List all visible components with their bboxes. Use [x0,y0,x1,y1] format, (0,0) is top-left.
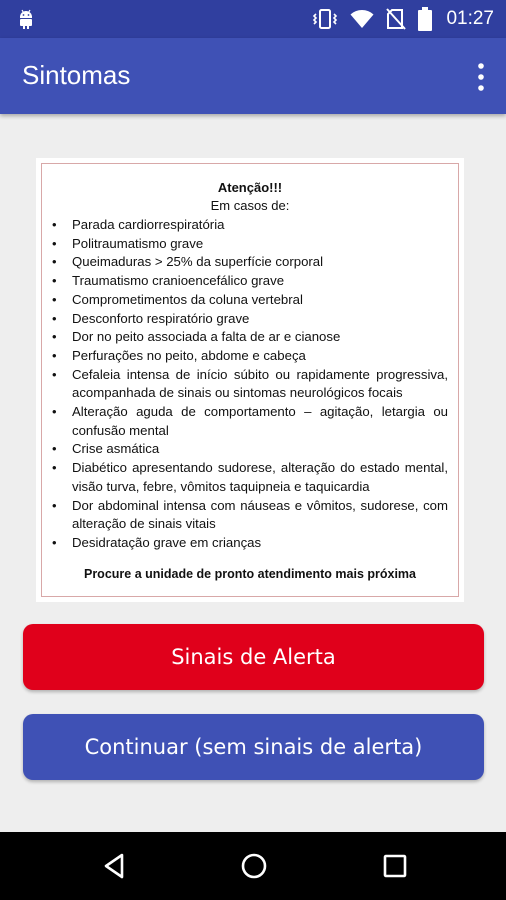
list-item: • Desconforto respiratório grave [52,310,448,329]
list-item: • Traumatismo cranioencefálico grave [52,272,448,291]
no-sim-icon [386,8,406,30]
notice-card [36,158,464,602]
navigation-bar [0,832,506,900]
list-item: • Dor abdominal intensa com náuseas e vômitos, sudorese, com alteração de sinais vitais [52,497,448,534]
notice-title: Atenção!!! [217,180,283,195]
list-item: • Cefaleia intensa de início súbito ou rapidamente progressiva, acompanhada de sinais ou sintomas neurológicos focais [52,366,448,403]
vibrate-icon [312,8,338,30]
continue-button[interactable]: Continuar (sem sinais de alerta) [23,714,484,780]
notice-subtitle: Em casos de: [210,198,290,213]
app-bar [0,38,506,114]
battery-icon [418,7,432,31]
overflow-menu-icon[interactable] [476,62,486,92]
status-time: 01:27 [446,8,494,29]
symptom-list [52,216,448,553]
home-icon[interactable] [240,852,268,880]
list-item: • Dor no peito associada a falta de ar e cianose [52,328,448,347]
notice-frame [41,163,459,597]
wifi-icon [350,9,374,29]
list-item: • Crise asmática [52,440,448,459]
alert-signs-button[interactable]: Sinais de Alerta [23,624,484,690]
list-item: • Alteração aguda de comportamento – agitação, letargia ou confusão mental [52,403,448,440]
back-icon[interactable] [100,852,128,880]
list-item: • Diabético apresentando sudorese, alteração do estado mental, visão turva, febre, vômitos taquipneia e taquicardia [52,459,448,496]
list-item: • Perfurações no peito, abdome e cabeça [52,347,448,366]
notice-footer: Procure a unidade de pronto atendimento mais próxima [83,566,416,581]
page-title: Sintomas [22,60,131,90]
list-item: • Comprometimentos da coluna vertebral [52,291,448,310]
list-item: • Parada cardiorrespiratória [52,216,448,235]
list-item: • Queimaduras > 25% da superfície corporal [52,253,448,272]
list-item: • Politraumatismo grave [52,235,448,254]
android-icon [14,7,38,31]
status-bar [0,0,506,38]
recents-icon[interactable] [381,852,409,880]
list-item: • Desidratação grave em crianças [52,534,448,553]
